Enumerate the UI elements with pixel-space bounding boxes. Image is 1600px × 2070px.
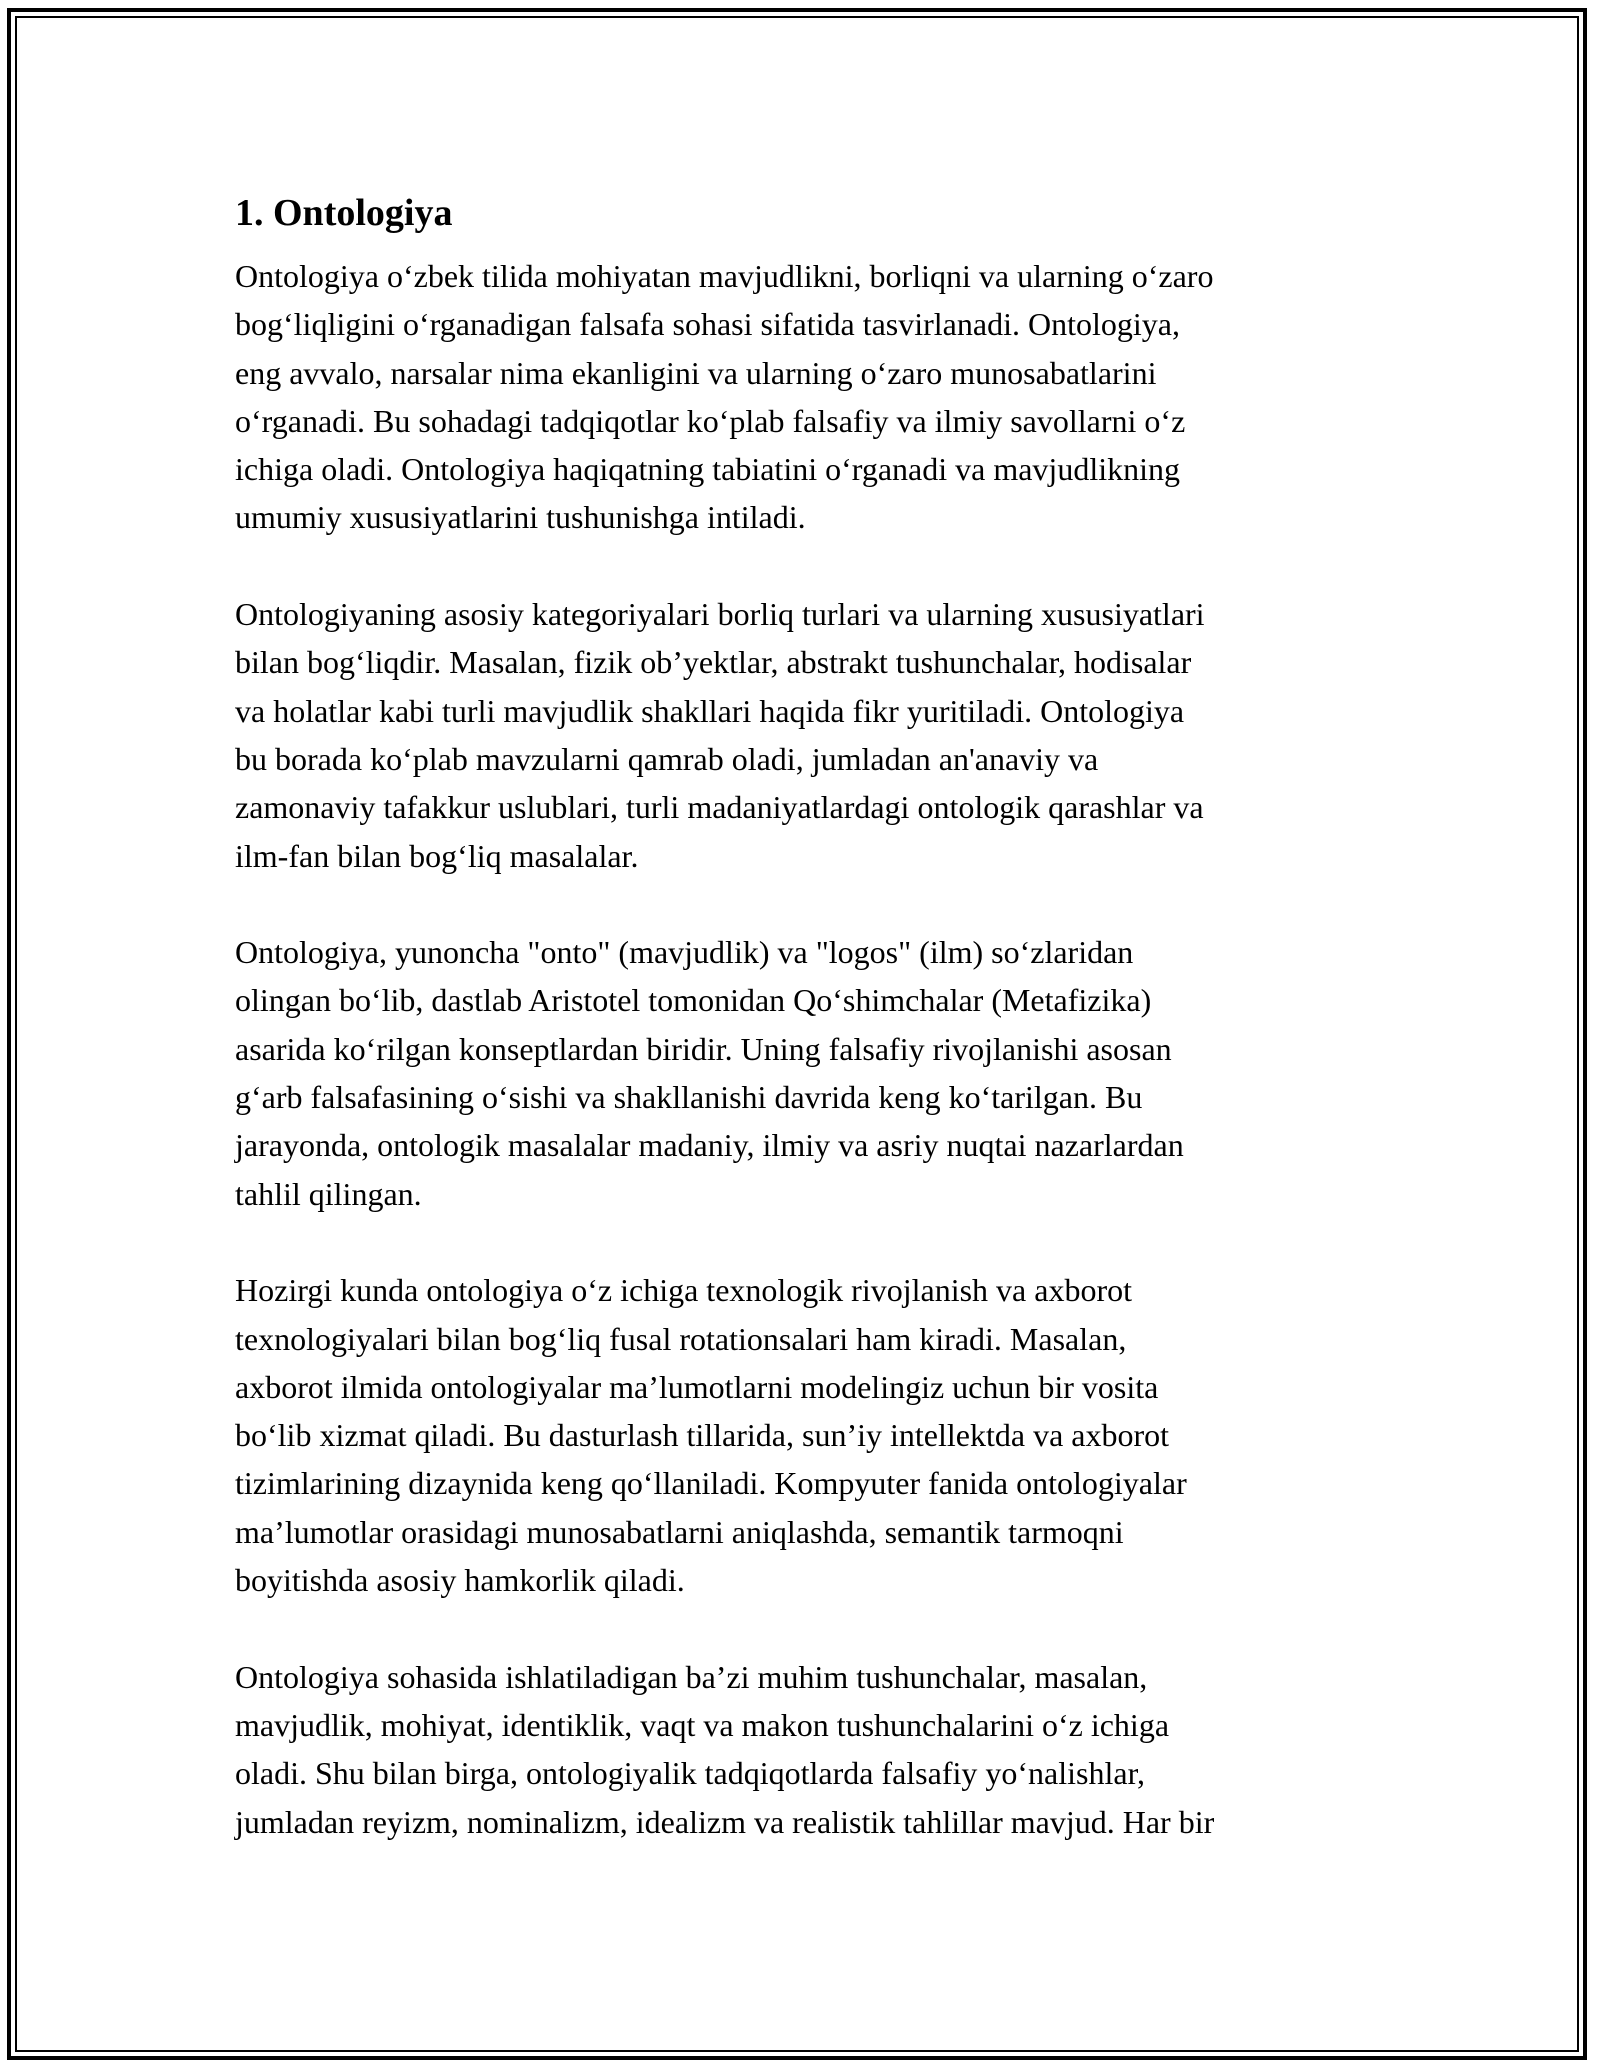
text-line: oladi. Shu bilan birga, ontologiyalik tadqiqotlarda falsafiy yo‘nalishlar, <box>235 1755 1145 1792</box>
text-line: g‘arb falsafasining o‘sishi va shakllanishi davrida keng ko‘tarilgan. Bu <box>235 1079 1143 1116</box>
document-body <box>235 186 1370 1894</box>
text-line: asarida ko‘rilgan konseptlardan biridir. Uning falsafiy rivojlanishi asosan <box>235 1030 1172 1067</box>
text-line: texnologiyalari bilan bog‘liq fusal rotationsalari ham kiradi. Masalan, <box>235 1320 1127 1357</box>
text-line: Ontologiya, yunoncha "onto" (mavjudlik) va "logos" (ilm) so‘zlaridan <box>235 934 1134 971</box>
text-line: Hozirgi kunda ontologiya o‘z ichiga texnologik rivojlanish va axborot <box>235 1272 1132 1309</box>
text-line: tahlil qilingan. <box>235 1175 422 1212</box>
paragraph-4 <box>235 1266 1370 1604</box>
text-line: jarayonda, ontologik masalalar madaniy, ilmiy va asriy nuqtai nazarlardan <box>235 1127 1184 1164</box>
text-line: tizimlarining dizaynida keng qo‘llaniladi. Kompyuter fanida ontologiyalar <box>235 1465 1187 1502</box>
text-line: olingan bo‘lib, dastlab Aristotel tomonidan Qo‘shimchalar (Metafizika) <box>235 982 1152 1019</box>
paragraph-3 <box>235 928 1370 1218</box>
paragraph-5 <box>235 1653 1370 1846</box>
text-line: Ontologiya sohasida ishlatiladigan ba’zi muhim tushunchalar, masalan, <box>235 1658 1148 1695</box>
paragraph-1 <box>235 252 1370 542</box>
text-line: Ontologiyaning asosiy kategoriyalari borliq turlari va ularning xususiyatlari <box>235 596 1205 633</box>
text-line: bilan bog‘liqdir. Masalan, fizik ob’yektlar, abstrakt tushunchalar, hodisalar <box>235 644 1192 681</box>
text-line: ma’lumotlar orasidagi munosabatlarni aniqlashda, semantik tarmoqni <box>235 1513 1124 1550</box>
text-line: bo‘lib xizmat qiladi. Bu dasturlash tillarida, sun’iy intellektda va axborot <box>235 1417 1170 1454</box>
text-line: jumladan reyizm, nominalizm, idealizm va realistik tahlillar mavjud. Har bir <box>235 1803 1215 1840</box>
text-line: ilm-fan bilan bog‘liq masalalar. <box>235 837 639 874</box>
text-line: boyitishda asosiy hamkorlik qiladi. <box>235 1562 685 1599</box>
text-line: bog‘liqligini o‘rganadigan falsafa sohasi sifatida tasvirlanadi. Ontologiya, <box>235 306 1180 343</box>
text-line: ichiga oladi. Ontologiya haqiqatning tabiatini o‘rganadi va mavjudlikning <box>235 451 1180 488</box>
text-line: va holatlar kabi turli mavjudlik shakllari haqida fikr yuritiladi. Ontologiya <box>235 692 1185 729</box>
text-line: axborot ilmida ontologiyalar ma’lumotlarni modelingiz uchun bir vosita <box>235 1368 1159 1405</box>
text-line: mavjudlik, mohiyat, identiklik, vaqt va makon tushunchalarini o‘z ichiga <box>235 1706 1170 1743</box>
text-line: eng avvalo, narsalar nima ekanligini va ularning o‘zaro munosabatlarini <box>235 354 1157 391</box>
text-line: zamonaviy tafakkur uslublari, turli madaniyatlardagi ontologik qarashlar va <box>235 789 1204 826</box>
text-line: umumiy xususiyatlarini tushunishga intiladi. <box>235 499 806 536</box>
paragraph-2 <box>235 590 1370 880</box>
text-line: o‘rganadi. Bu sohadagi tadqiqotlar ko‘plab falsafiy va ilmiy savollarni o‘z <box>235 402 1186 439</box>
text-line: bu borada ko‘plab mavzularni qamrab oladi, jumladan an'anaviy va <box>235 740 1099 777</box>
text-line: Ontologiya o‘zbek tilida mohiyatan mavjudlikni, borliqni va ularning o‘zaro <box>235 258 1214 294</box>
section-heading: 1. Ontologiya <box>235 192 453 234</box>
